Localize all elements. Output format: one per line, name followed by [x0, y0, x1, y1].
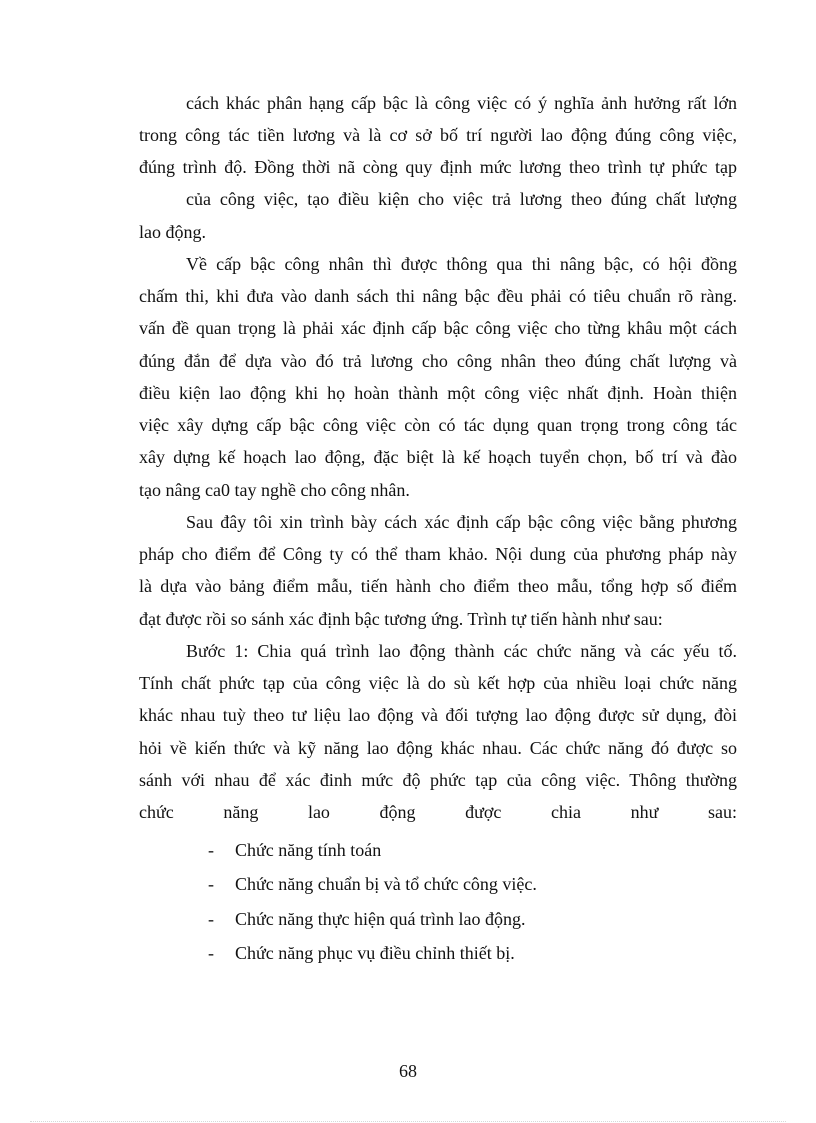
body-line: Tính chất phức tạp của công việc là do sù kết hợp của nhiều loại chức năng	[139, 673, 737, 693]
list-dash: -	[208, 874, 214, 894]
body-line: trong công tác tiền lương và là cơ sở bố trí người lao động đúng công việc,	[139, 125, 737, 145]
body-line: tạo nâng ca0 tay nghề cho công nhân.	[139, 480, 410, 500]
body-line: lao động.	[139, 222, 206, 242]
body-line: vấn đề quan trọng là phải xác định cấp bậc công việc cho từng khâu một cách	[139, 318, 737, 338]
body-line: đúng đắn để dựa vào đó trả lương cho công nhân theo đúng chất lượng và	[139, 351, 737, 371]
body-line: Bước 1: Chia quá trình lao động thành các chức năng và các yếu tố.	[186, 641, 737, 661]
list-item-text: Chức năng phục vụ điều chỉnh thiết bị.	[235, 943, 515, 963]
body-line: đúng trình độ. Đồng thời nã còng quy định mức lương theo trình tự phức tạp	[139, 157, 737, 177]
body-line: chấm thi, khi đưa vào danh sách thi nâng bậc đều phải có tiêu chuẩn rõ ràng.	[139, 286, 737, 306]
body-line: hỏi về kiến thức và kỹ năng lao động khác nhau. Các chức năng đó được so	[139, 738, 737, 758]
bottom-divider	[30, 1121, 786, 1122]
list-dash: -	[208, 909, 214, 929]
list-item	[208, 908, 525, 930]
body-line: khác nhau tuỳ theo tư liệu lao động và đối tượng lao động được sử dụng, đòi	[139, 705, 737, 725]
list-item	[208, 942, 515, 964]
body-line: pháp cho điểm để Công ty có thể tham khảo. Nội dung của phương pháp này	[139, 544, 737, 564]
body-line: xây dựng kế hoạch lao động, đặc biệt là kế hoạch tuyển chọn, bố trí và đào	[139, 447, 737, 467]
list-item	[208, 839, 381, 861]
body-line: việc xây dựng cấp bậc công việc còn có tác dụng quan trọng trong công tác	[139, 415, 737, 435]
body-line: của công việc, tạo điều kiện cho việc trả lương theo đúng chất lượng	[186, 189, 737, 209]
body-line: sánh với nhau để xác đinh mức độ phức tạp của công việc. Thông thường	[139, 770, 737, 790]
list-item-text: Chức năng chuẩn bị và tổ chức công việc.	[235, 874, 537, 894]
list-dash: -	[208, 943, 214, 963]
list-item-text: Chức năng thực hiện quá trình lao động.	[235, 909, 526, 929]
list-item	[208, 873, 537, 895]
body-line: cách khác phân hạng cấp bậc là công việc có ý nghĩa ảnh hưởng rất lớn	[186, 93, 737, 113]
body-line: Về cấp bậc công nhân thì được thông qua thi nâng bậc, có hội đồng	[186, 254, 737, 274]
page-number: 68	[399, 1061, 417, 1081]
list-item-text: Chức năng tính toán	[235, 840, 382, 860]
body-line: điều kiện lao động khi họ hoàn thành một công việc nhất định. Hoàn thiện	[139, 383, 737, 403]
list-dash: -	[208, 840, 214, 860]
body-line: đạt được rồi so sánh xác định bậc tương ứng. Trình tự tiến hành như sau:	[139, 609, 663, 629]
body-line: chức năng lao động được chia như sau:	[139, 802, 737, 822]
body-line: Sau đây tôi xin trình bày cách xác định cấp bậc công việc bằng phương	[186, 512, 737, 532]
body-line: là dựa vào bảng điểm mẫu, tiến hành cho điểm theo mẫu, tổng hợp số điểm	[139, 576, 737, 596]
